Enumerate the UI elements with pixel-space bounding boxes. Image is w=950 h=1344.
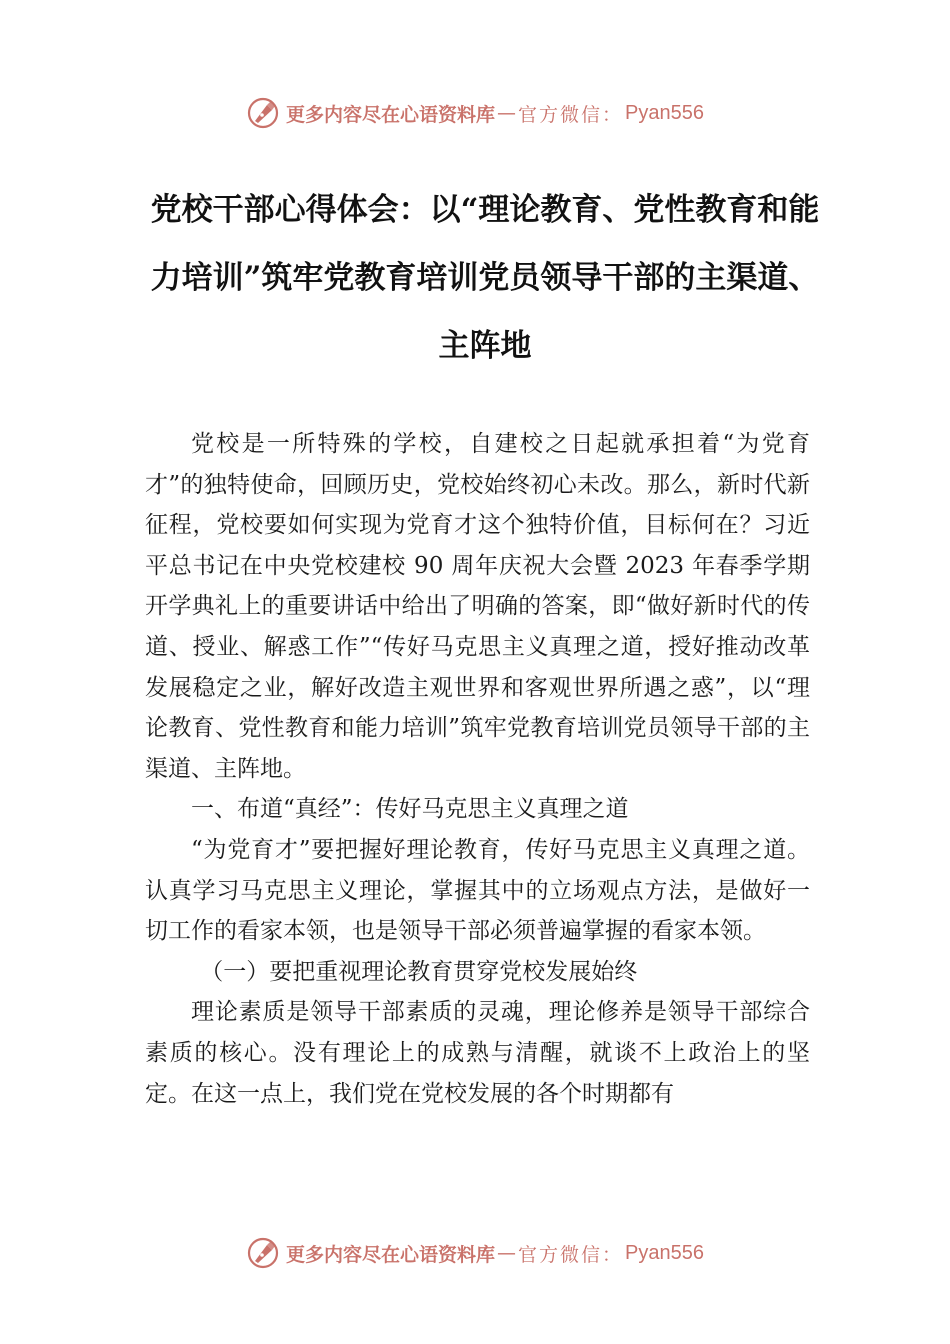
banner-wechat-id: Pyan556 (625, 101, 704, 124)
section-paragraph: “为党育才”要把握好理论教育，传好马克思主义真理之道。认真学习马克思主义理论，掌握其中的立场观点方法，是做好一切工作的看家本领，也是领导干部必须普遍掌握的看家本领。 (145, 836, 810, 945)
banner-brand-text: 更多内容尽在心语资料库 (286, 103, 496, 126)
document-body (145, 424, 810, 1114)
header-watermark-banner (0, 93, 950, 133)
banner-wechat-id: Pyan556 (625, 1241, 704, 1264)
section-heading-1: 一、布道“真经”：传好马克思主义真理之道 (191, 796, 629, 823)
document-title: 党校干部心得体会：以“理论教育、党性教育和能力培训”筑牢党教育培训党员领导干部的主渠道、主阵地 (150, 192, 820, 364)
pen-nib-logo-icon (246, 96, 280, 130)
banner-wechat-label: 官方微信： (518, 1243, 624, 1266)
subsection-paragraph: 理论素质是领导干部素质的灵魂，理论修养是领导干部综合素质的核心。没有理论上的成熟与清醒，就谈不上政治上的坚定。在这一点上，我们党在党校发展的各个时期都有 (145, 999, 810, 1107)
banner-wechat-label: 官方微信： (518, 103, 624, 126)
footer-watermark-banner (0, 1233, 950, 1273)
banner-dash: — (497, 102, 517, 124)
banner-dash: — (497, 1242, 517, 1264)
banner-brand-text: 更多内容尽在心语资料库 (286, 1243, 496, 1266)
subsection-heading-1: （一）要把重视理论教育贯穿党校发展始终 (200, 958, 638, 985)
pen-nib-logo-icon (246, 1236, 280, 1270)
intro-paragraph: 党校是一所特殊的学校，自建校之日起就承担着“为党育才”的独特使命，回顾历史，党校始终初心未改。那么，新时代新征程，党校要如何实现为党育才这个独特价值，目标何在？习近平总书记在中央党校建校 90 周年庆祝大会暨 2023 年春季学期开学典礼上的重要讲话中给出了明确的答案，即“做好新时代的传道、授业、解惑工作”“传好马克思主义真理之道，授好推动改革发展稳定之业，解好改造主观世界和客观世界所遇之惑”，以“理论教育、党性教育和能力培训”筑牢党教育培训党员领导干部的主渠道、主阵地。 (145, 431, 810, 782)
